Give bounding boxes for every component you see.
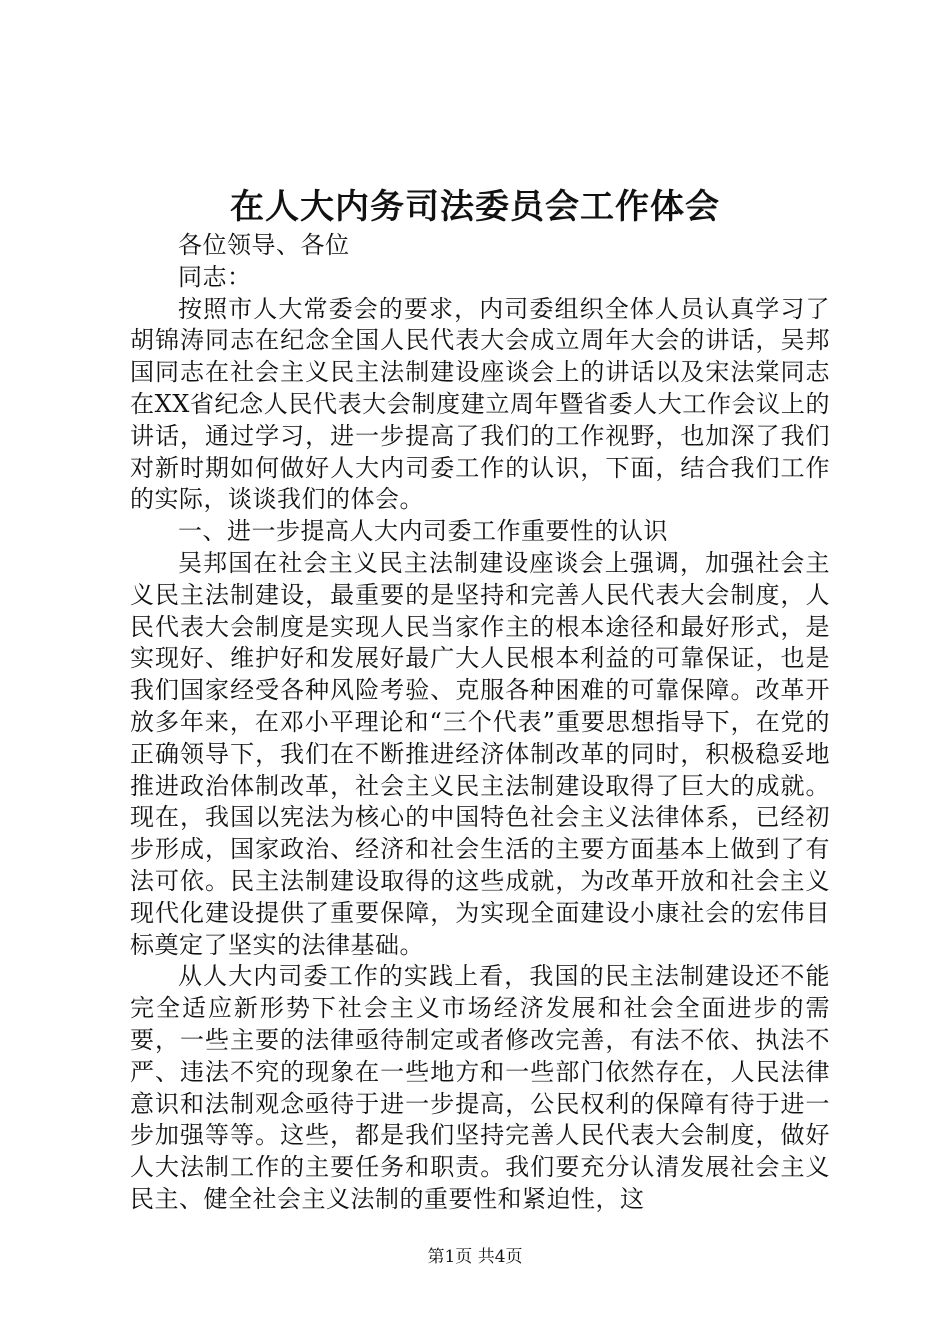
- salutation-line: 同志：: [178, 262, 252, 291]
- document-body: [130, 230, 830, 1216]
- body-paragraph: 吴邦国在社会主义民主法制建设座谈会上强调，加强社会主义民主法制建设，最重要的是坚持和完善人民代表大会制度，人民代表大会制度是实现人民当家作主的根本途径和最好形式，是实现好、维护好和发展好最广大人民根本利益的可靠保证，也是我们国家经受各种风险考验、克服各种困难的可靠保障。改革开放多年来，在邓小平理论和“三个代表”重要思想指导下，在党的正确领导下，我们在不断推进经济体制改革的同时，积极稳妥地推进政治体制改革，社会主义民主法制建设取得了巨大的成就。现在，我国以宪法为核心的中国特色社会主义法律体系，已经初步形成，国家政治、经济和社会生活的主要方面基本上做到了有法可依。民主法制建设取得的这些成就，为改革开放和社会主义现代化建设提供了重要保障，为实现全面建设小康社会的宏伟目标奠定了坚实的法律基础。: [130, 548, 830, 959]
- salutation-line: 各位领导、各位: [178, 231, 350, 259]
- page-number-footer: 第1页 共4页: [427, 1247, 523, 1267]
- body-paragraph: 按照市人大常委会的要求，内司委组织全体人员认真学习了胡锦涛同志在纪念全国人民代表大会成立周年大会的讲话，吴邦国同志在社会主义民主法制建设座谈会上的讲话以及宋法棠同志在XX省纪念人民代表大会制度建立周年暨省委人大工作会议上的讲话，通过学习，进一步提高了我们的工作视野，也加深了我们对新时期如何做好人大内司委工作的认识，下面，结合我们工作的实际，谈谈我们的体会。: [130, 294, 830, 514]
- body-paragraph: 从人大内司委工作的实践上看，我国的民主法制建设还不能完全适应新形势下社会主义市场经济发展和社会全面进步的需要，一些主要的法律亟待制定或者修改完善，有法不依、执法不严、违法不究的现象在一些地方和一些部门依然存在，人民法律意识和法制观念亟待于进一步提高，公民权利的保障有待于进一步加强等等。这些，都是我们坚持完善人民代表大会制度，做好人大法制工作的主要任务和职责。我们要充分认清发展社会主义民主、健全社会主义法制的重要性和紧迫性，这: [130, 962, 830, 1213]
- document-title: 在人大内务司法委员会工作体会: [230, 187, 720, 227]
- section-heading: 一、进一步提高人大内司委工作重要性的认识: [178, 517, 668, 546]
